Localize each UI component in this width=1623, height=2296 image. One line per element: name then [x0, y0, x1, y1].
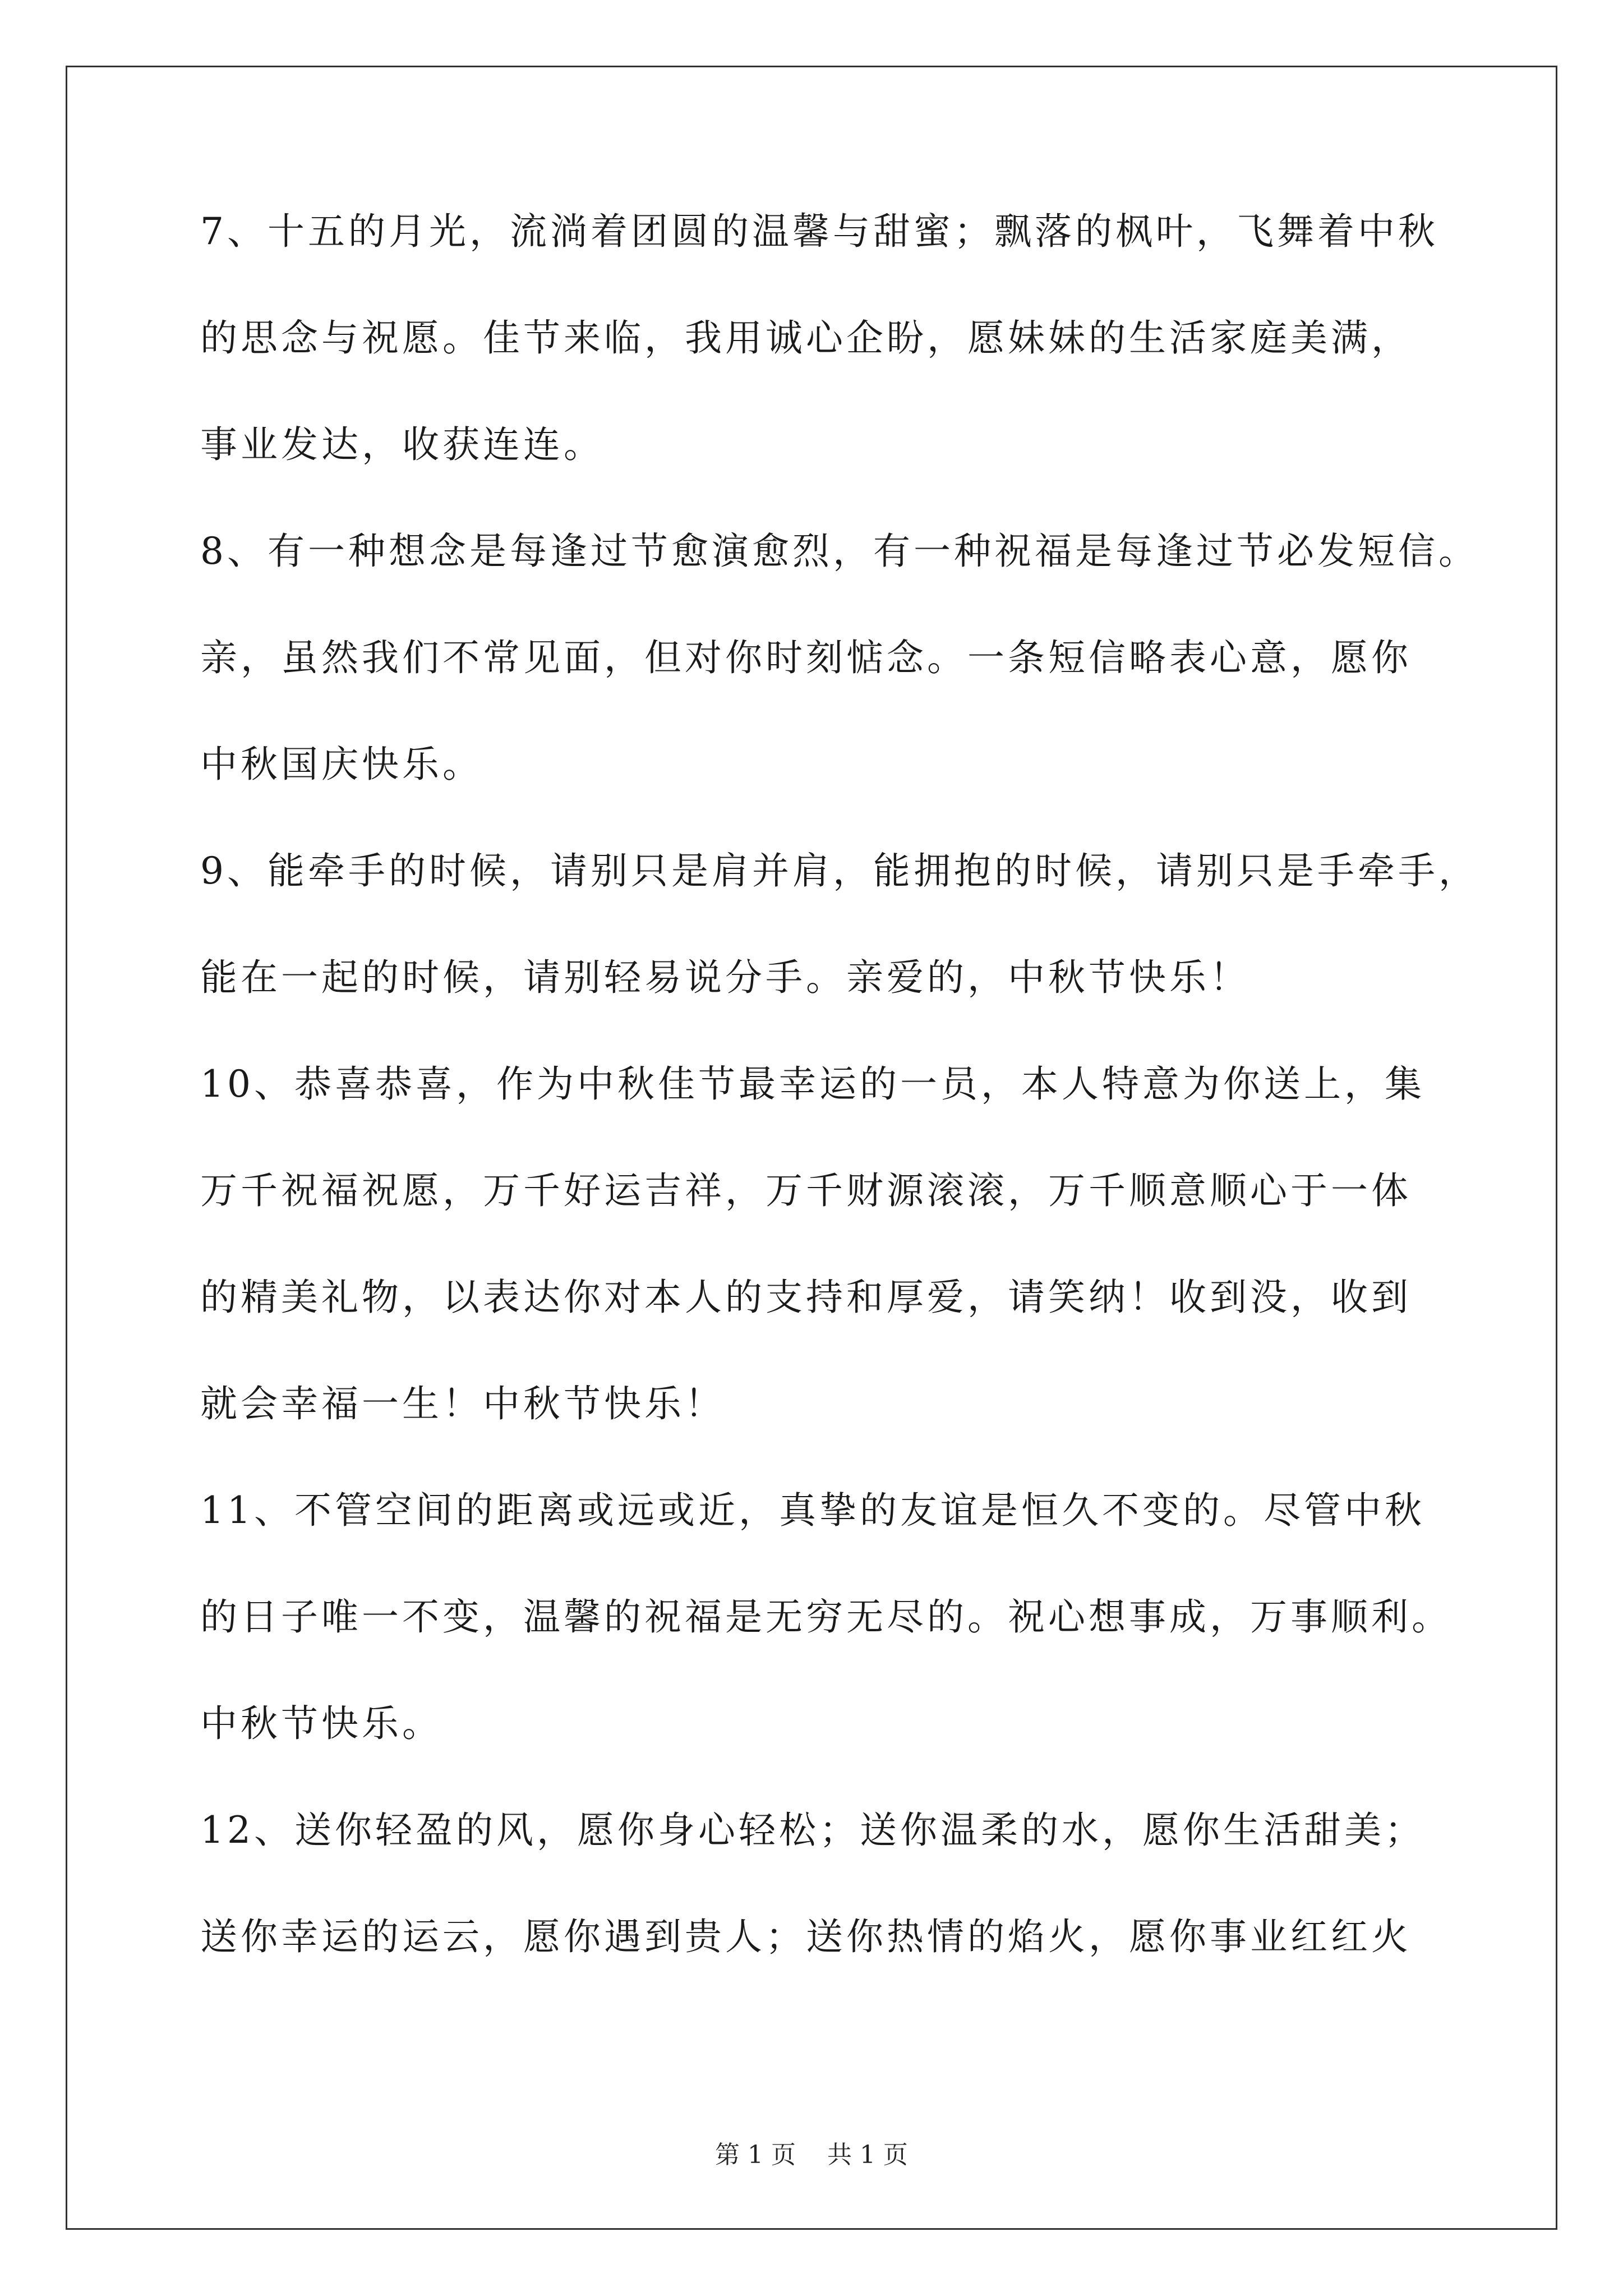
- text-line: 送你幸运的运云，愿你遇到贵人；送你热情的焰火，愿你事业红红火: [200, 1915, 1412, 1958]
- text-line: 中秋国庆快乐。: [200, 743, 483, 786]
- text-line: 亲，虽然我们不常见面，但对你时刻惦念。一条短信略表心意，愿你: [200, 636, 1412, 679]
- text-line: 万千祝福祝愿，万千好运吉祥，万千财源滚滚，万千顺意顺心于一体: [200, 1169, 1412, 1212]
- text-line: 的思念与祝愿。佳节来临，我用诚心企盼，愿妹妹的生活家庭美满，: [200, 316, 1412, 360]
- text-line: 12、送你轻盈的风，愿你身心轻松；送你温柔的水，愿你生活甜美；: [200, 1809, 1425, 1852]
- text-line: 的精美礼物，以表达你对本人的支持和厚爱，请笑纳！收到没，收到: [200, 1276, 1412, 1319]
- page-number-footer: 第 1 页 共 1 页: [715, 2141, 908, 2169]
- text-line: 8、有一种想念是每逢过节愈演愈烈，有一种祝福是每逢过节必发短信。: [200, 530, 1479, 573]
- text-line: 就会幸福一生！中秋节快乐！: [200, 1382, 725, 1425]
- text-line: 11、不管空间的距离或远或近，真挚的友谊是恒久不变的。尽管中秋: [200, 1489, 1425, 1532]
- text-line: 中秋节快乐。: [200, 1702, 442, 1745]
- text-line: 7、十五的月光，流淌着团圆的温馨与甜蜜；飘落的枫叶，飞舞着中秋: [200, 210, 1438, 253]
- text-line: 能在一起的时候，请别轻易说分手。亲爱的，中秋节快乐！: [200, 956, 1250, 999]
- text-line: 事业发达，收获连连。: [200, 423, 604, 466]
- document-body: [200, 210, 1479, 2025]
- text-line: 10、恭喜恭喜，作为中秋佳节最幸运的一员，本人特意为你送上，集: [200, 1062, 1425, 1106]
- text-line: 的日子唯一不变，温馨的祝福是无穷无尽的。祝心想事成，万事顺利。: [200, 1595, 1452, 1639]
- text-line: 9、能牵手的时候，请别只是肩并肩，能拥抱的时候，请别只是手牵手，: [200, 849, 1479, 892]
